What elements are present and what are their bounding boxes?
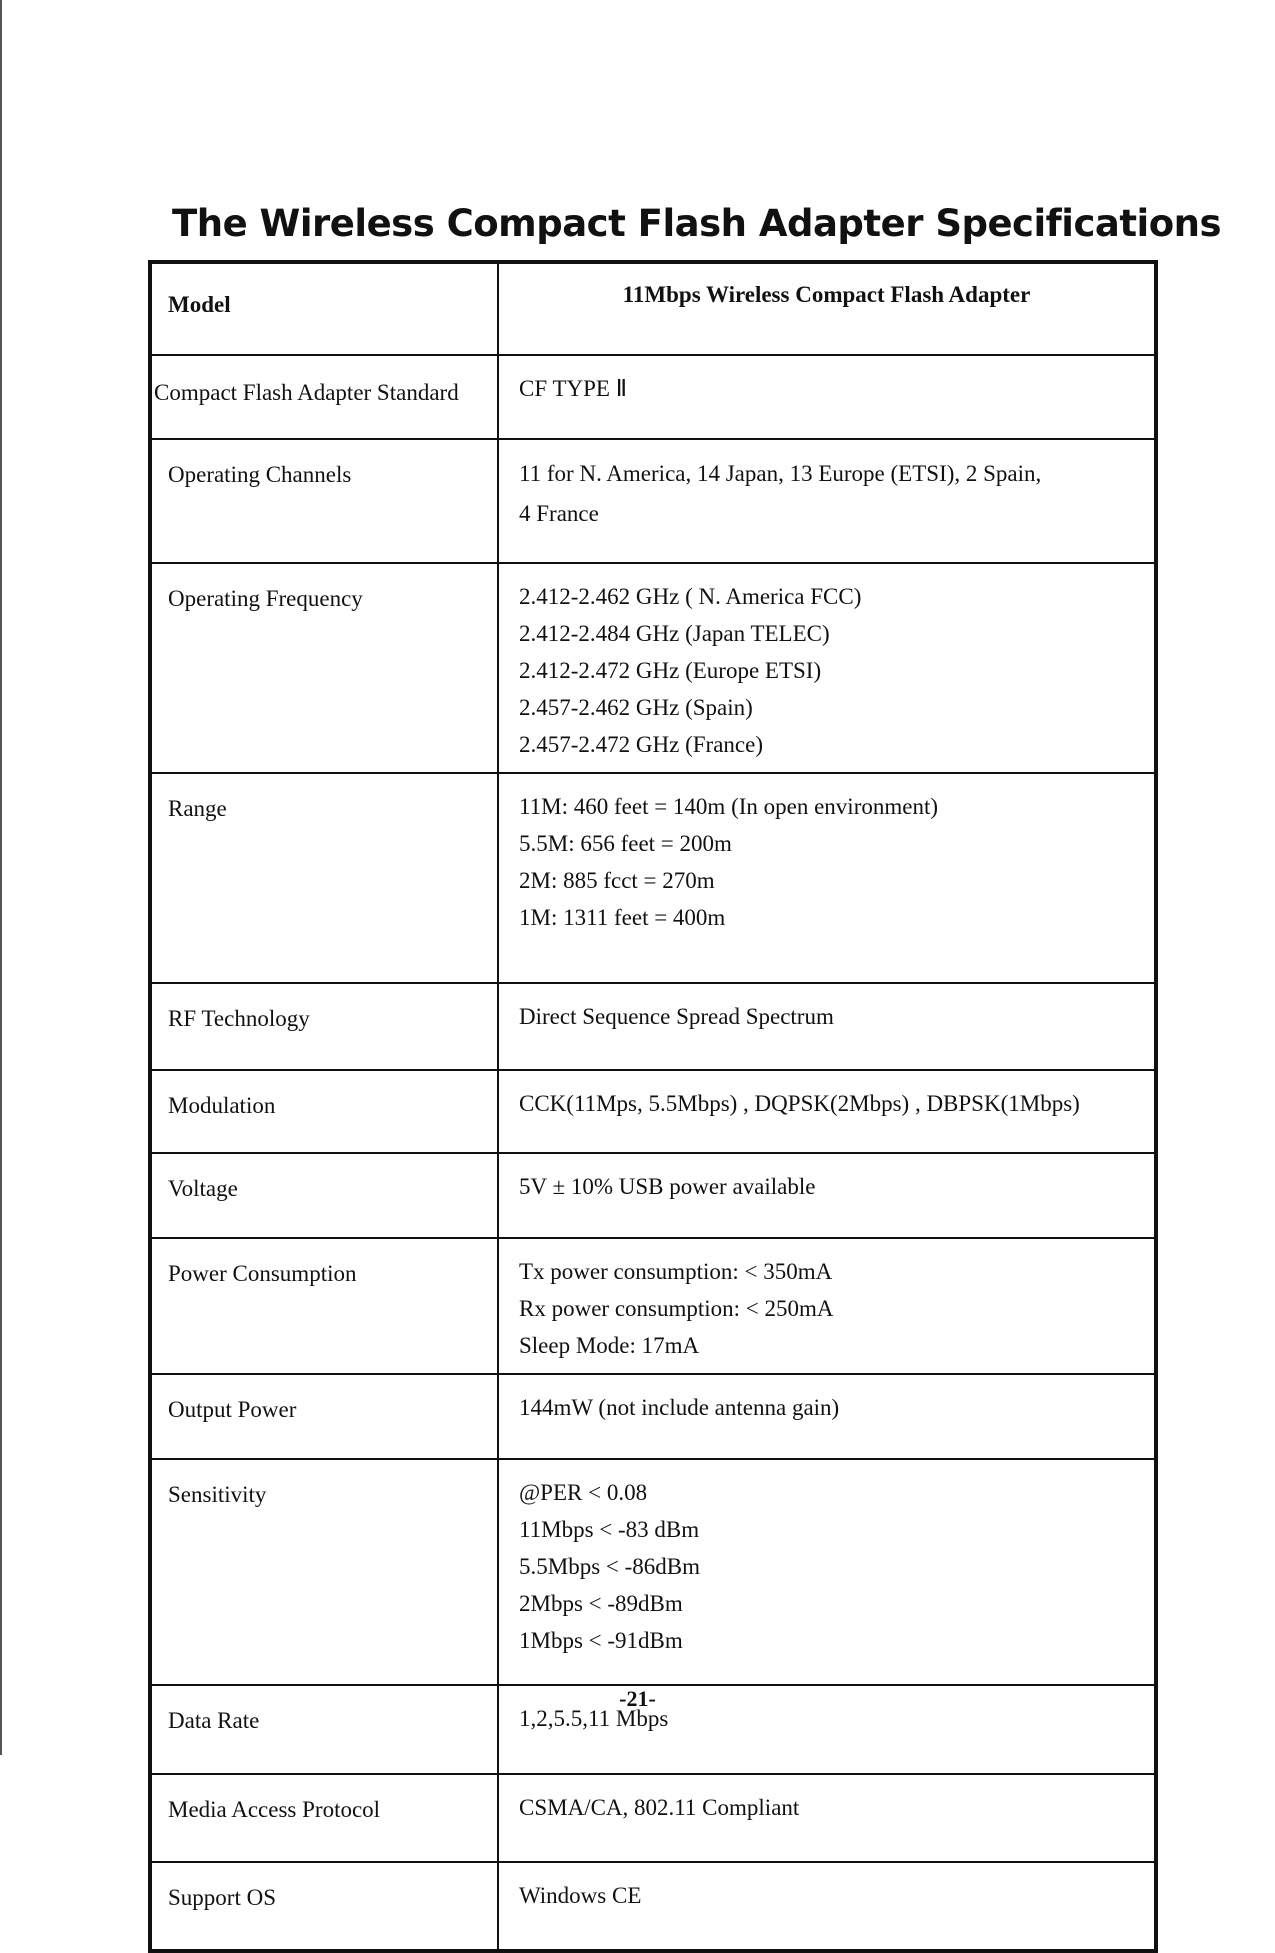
table-row bbox=[150, 1070, 1156, 1153]
table-row bbox=[150, 1774, 1156, 1862]
page-number: -21- bbox=[619, 1686, 656, 1711]
spec-value-line: 11Mbps < -83 dBm bbox=[519, 1517, 700, 1542]
scan-edge bbox=[0, 0, 2, 1755]
spec-value-line: 2Mbps < -89dBm bbox=[519, 1591, 683, 1616]
spec-value-channels bbox=[498, 439, 1156, 563]
table-row bbox=[150, 1238, 1156, 1374]
table-row bbox=[150, 1862, 1156, 1951]
spec-label-frequency: Operating Frequency bbox=[150, 563, 498, 773]
spec-value-line: 5V ± 10% USB power available bbox=[519, 1174, 816, 1199]
spec-value-line: 4 France bbox=[519, 501, 599, 526]
spec-value-rf bbox=[498, 983, 1156, 1070]
table-row bbox=[150, 1459, 1156, 1685]
spec-value-sensitivity bbox=[498, 1459, 1156, 1685]
spec-label-os: Support OS bbox=[150, 1862, 498, 1951]
spec-value-line: CF TYPE Ⅱ bbox=[519, 376, 628, 401]
spec-value-standard bbox=[498, 355, 1156, 439]
spec-value-os bbox=[498, 1862, 1156, 1951]
spec-value-line: 2.412-2.484 GHz (Japan TELEC) bbox=[519, 621, 830, 646]
spec-value-line: 1Mbps < -91dBm bbox=[519, 1628, 683, 1653]
spec-value-power bbox=[498, 1238, 1156, 1374]
spec-label-data-rate: Data Rate bbox=[150, 1685, 498, 1774]
table-row bbox=[150, 355, 1156, 439]
spec-label-rf: RF Technology bbox=[150, 983, 498, 1070]
spec-value-line: 2.412-2.462 GHz ( N. America FCC) bbox=[519, 584, 862, 609]
spec-label-voltage: Voltage bbox=[150, 1153, 498, 1238]
header-model-value: 11Mbps Wireless Compact Flash Adapter bbox=[498, 262, 1156, 355]
spec-value-voltage bbox=[498, 1153, 1156, 1238]
page-title: The Wireless Compact Flash Adapter Specifications bbox=[172, 202, 1222, 245]
spec-value-line: @PER < 0.08 bbox=[519, 1480, 648, 1505]
spec-value-line: 1,2,5.5,11 Mbps bbox=[519, 1706, 669, 1731]
spec-value-line: CCK(11Mps, 5.5Mbps) , DQPSK(2Mbps) , DBPSK(1Mbps) bbox=[519, 1091, 1080, 1116]
spec-value-line: 2.457-2.472 GHz (France) bbox=[519, 732, 763, 757]
spec-value-line: CSMA/CA, 802.11 Compliant bbox=[519, 1795, 800, 1820]
spec-label-sensitivity: Sensitivity bbox=[150, 1459, 498, 1685]
table-header-row bbox=[150, 262, 1156, 355]
spec-label-power: Power Consumption bbox=[150, 1238, 498, 1374]
spec-value-line: 2M: 885 fcct = 270m bbox=[519, 868, 715, 893]
spec-value-line: 1M: 1311 feet = 400m bbox=[519, 905, 726, 930]
table-row bbox=[150, 439, 1156, 563]
spec-value-mac bbox=[498, 1774, 1156, 1862]
spec-label-output: Output Power bbox=[150, 1374, 498, 1459]
table-row bbox=[150, 1153, 1156, 1238]
table-row bbox=[150, 563, 1156, 773]
spec-value-line: 5.5Mbps < -86dBm bbox=[519, 1554, 701, 1579]
spec-value-modulation bbox=[498, 1070, 1156, 1153]
spec-value-line: 11 for N. America, 14 Japan, 13 Europe (ETSI), 2 Spain, bbox=[519, 461, 1042, 486]
spec-value-line: Windows CE bbox=[519, 1883, 642, 1908]
spec-value-line: 144mW (not include antenna gain) bbox=[519, 1395, 840, 1420]
spec-value-line: 5.5M: 656 feet = 200m bbox=[519, 831, 732, 856]
spec-value-line: 2.457-2.462 GHz (Spain) bbox=[519, 695, 753, 720]
spec-value-line: Rx power consumption: < 250mA bbox=[519, 1296, 834, 1321]
table-row bbox=[150, 983, 1156, 1070]
table-row bbox=[150, 1374, 1156, 1459]
spec-value-output bbox=[498, 1374, 1156, 1459]
spec-value-line: Tx power consumption: < 350mA bbox=[519, 1259, 833, 1284]
spec-value-line: Sleep Mode: 17mA bbox=[519, 1333, 700, 1358]
spec-label-modulation: Modulation bbox=[150, 1070, 498, 1153]
spec-label-standard: Compact Flash Adapter Standard bbox=[150, 355, 498, 439]
spec-label-mac: Media Access Protocol bbox=[150, 1774, 498, 1862]
table-row bbox=[150, 773, 1156, 983]
spec-value-line: 11M: 460 feet = 140m (In open environment) bbox=[519, 794, 938, 819]
spec-label-channels: Operating Channels bbox=[150, 439, 498, 563]
header-label: Model bbox=[150, 262, 498, 355]
spec-value-range bbox=[498, 773, 1156, 983]
spec-value-line: Direct Sequence Spread Spectrum bbox=[519, 1004, 834, 1029]
spec-label-range: Range bbox=[150, 773, 498, 983]
spec-value-frequency bbox=[498, 563, 1156, 773]
spec-value-line: 2.412-2.472 GHz (Europe ETSI) bbox=[519, 658, 822, 683]
